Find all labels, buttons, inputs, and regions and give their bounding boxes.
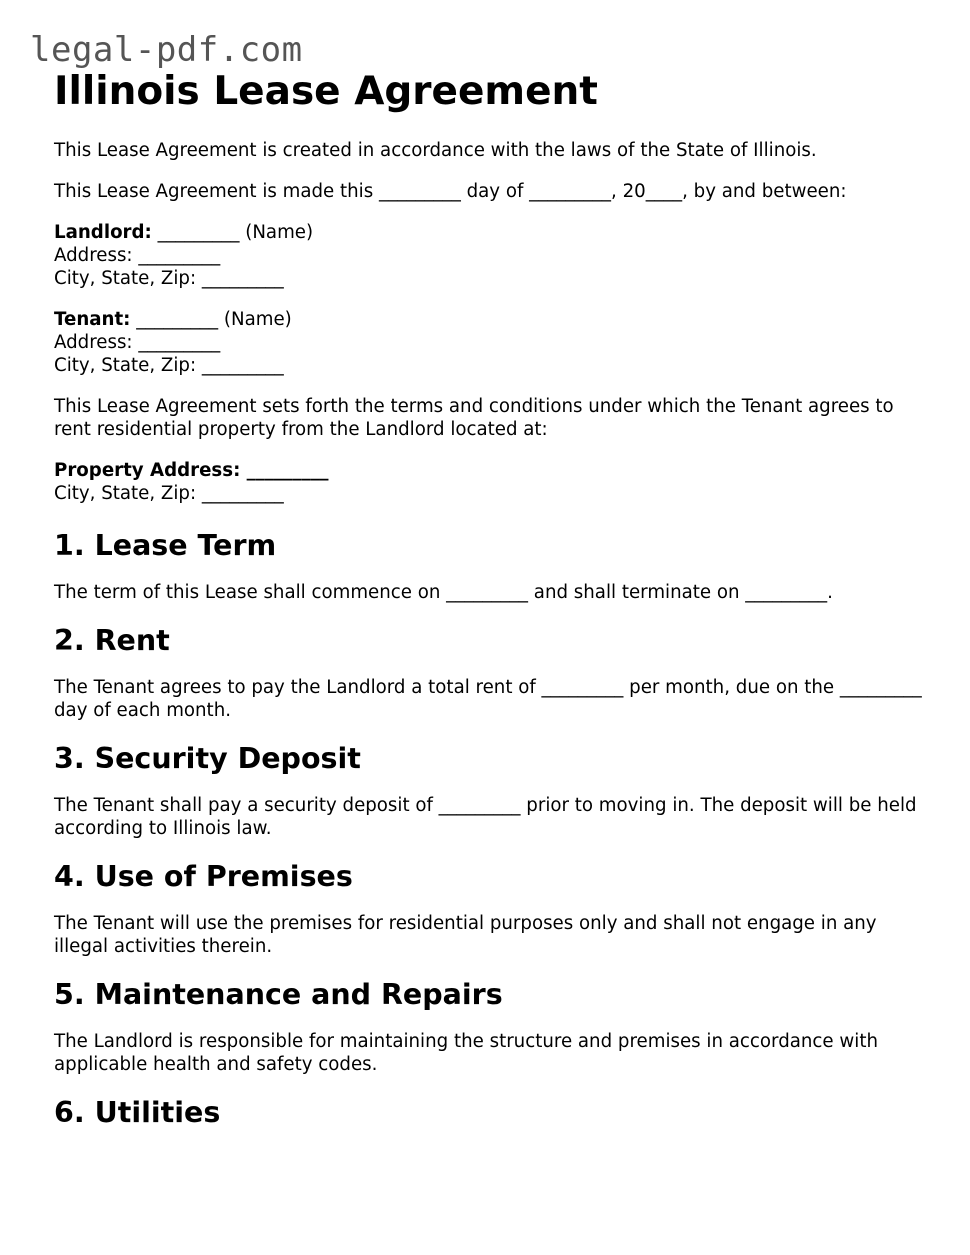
property-address-line: Property Address: _________ <box>54 460 329 481</box>
section-maintenance <box>54 978 934 1076</box>
section-utilities <box>54 1096 934 1130</box>
section-body: The Landlord is responsible for maintaining the structure and premises in accordance with applicable health and safety codes. <box>54 1031 878 1075</box>
landlord-block <box>54 221 934 290</box>
section-use-of-premises <box>54 860 934 958</box>
section-heading: 2. Rent <box>54 624 170 657</box>
landlord-name-line <box>54 221 934 244</box>
document-page <box>54 68 934 1130</box>
property-city-line: City, State, Zip: _________ <box>54 483 284 504</box>
terms-paragraph: This Lease Agreement sets forth the terms and conditions under which the Tenant agrees to rent residential property from the Landlord located at: <box>54 396 894 440</box>
section-heading: 3. Security Deposit <box>54 742 361 775</box>
section-heading: 4. Use of Premises <box>54 860 353 893</box>
tenant-city-line: City, State, Zip: _________ <box>54 355 284 376</box>
landlord-city-line: City, State, Zip: _________ <box>54 268 284 289</box>
tenant-name-blank: _________ (Name) <box>130 309 292 330</box>
section-lease-term <box>54 529 934 604</box>
document-title: Illinois Lease Agreement <box>54 69 598 114</box>
section-rent <box>54 624 934 722</box>
section-body: The Tenant agrees to pay the Landlord a total rent of _________ per month, due on the _________ day of each month. <box>54 677 922 721</box>
landlord-address-line: Address: _________ <box>54 245 221 266</box>
tenant-address-line: Address: _________ <box>54 332 221 353</box>
landlord-name-blank: _________ (Name) <box>151 222 314 243</box>
tenant-name-line <box>54 308 934 331</box>
intro-date-line: This Lease Agreement is made this _________ day of _________, 20____, by and between: <box>54 181 847 202</box>
intro-paragraph: This Lease Agreement is created in accordance with the laws of the State of Illinois. <box>54 140 817 161</box>
landlord-label: Landlord: <box>54 222 152 243</box>
section-security-deposit <box>54 742 934 840</box>
section-heading: 1. Lease Term <box>54 529 277 562</box>
section-body: The Tenant shall pay a security deposit of _________ prior to moving in. The deposit will be held according to Illinois law. <box>54 795 917 839</box>
tenant-block <box>54 308 934 377</box>
section-body: The term of this Lease shall commence on _________ and shall terminate on _________. <box>54 582 833 603</box>
watermark-text: legal-pdf.com <box>30 30 303 70</box>
property-block <box>54 459 934 505</box>
tenant-label: Tenant: <box>54 309 131 330</box>
section-heading: 5. Maintenance and Repairs <box>54 978 503 1011</box>
section-body: The Tenant will use the premises for residential purposes only and shall not engage in any illegal activities therein. <box>54 913 877 957</box>
section-heading: 6. Utilities <box>54 1096 221 1129</box>
